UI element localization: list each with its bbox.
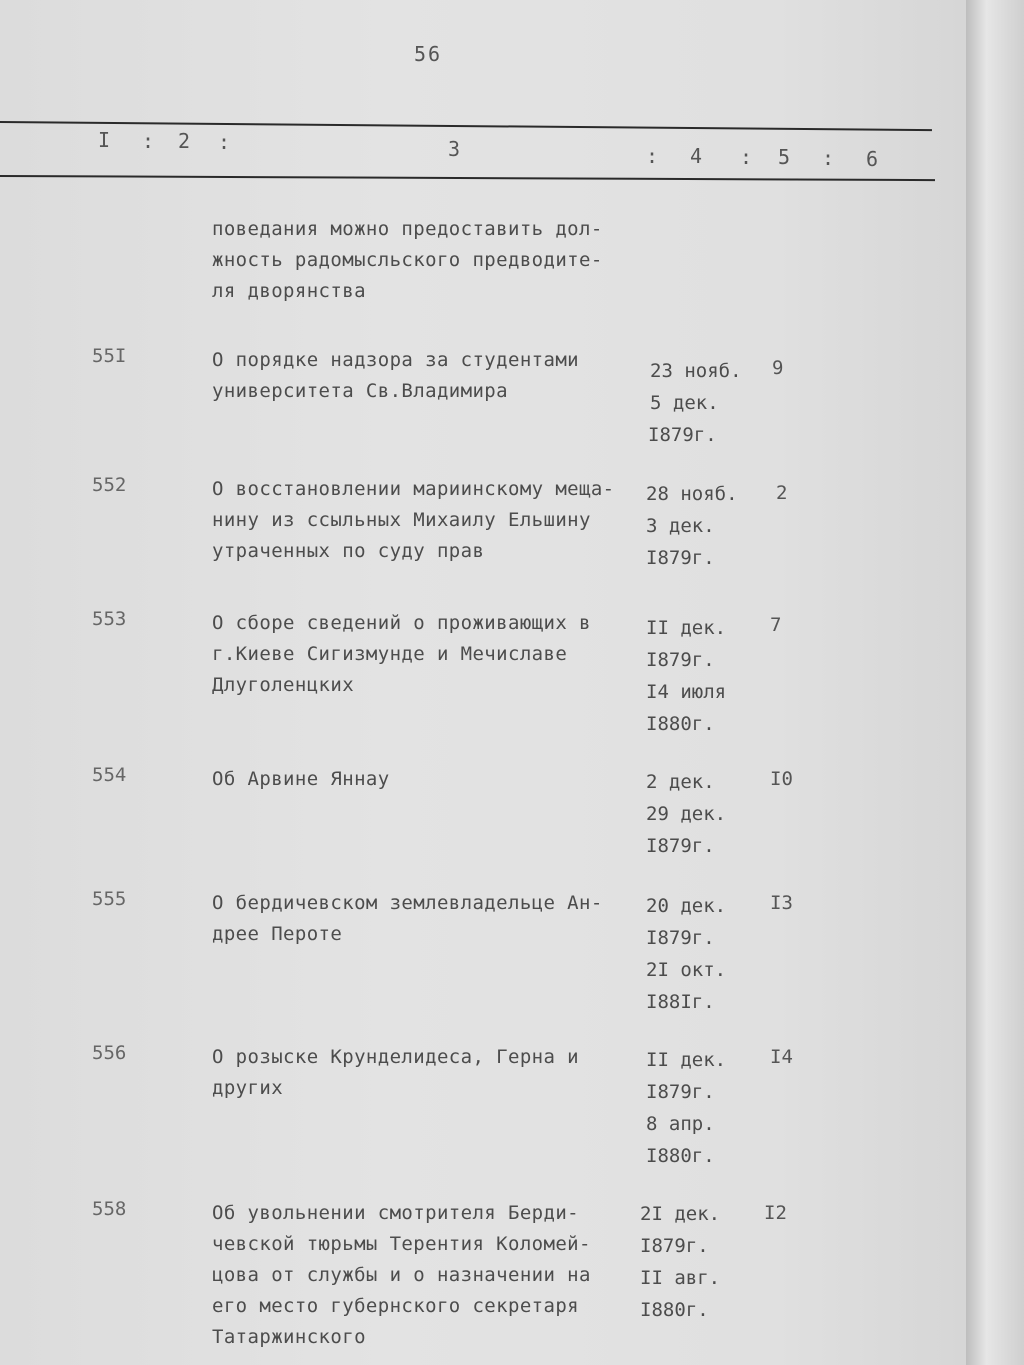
- record-number: 558: [92, 1198, 127, 1220]
- record-dates: 2I дек. I879г. II авг. I880г.: [640, 1203, 721, 1321]
- record-number: 555: [92, 888, 127, 910]
- column-separator: :: [218, 130, 231, 154]
- record-description: Об Арвине Яннау: [212, 768, 390, 790]
- record-number: 554: [92, 764, 127, 786]
- record-dates: II дек. I879г. I4 июля I880г.: [646, 617, 727, 735]
- record-dates: 20 дек. I879г. 2I окт. I88Iг.: [646, 895, 727, 1013]
- record-sheets: 9: [772, 357, 784, 379]
- record-sheets: 7: [770, 614, 782, 636]
- record-dates: 28 нояб. 3 дек. I879г.: [646, 483, 738, 569]
- header-rule-bottom: [0, 175, 935, 181]
- record-sheets: I4: [770, 1046, 793, 1068]
- record-sheets: I0: [770, 768, 793, 790]
- record-description: О бердичевском землевладельце Ан- дрее Пероте: [212, 892, 603, 945]
- record-number: 556: [92, 1042, 127, 1064]
- record-description: О восстановлении мариинскому меща- нину из ссыльных Михаилу Ельшину утраченных по суду прав: [212, 478, 615, 562]
- record-sheets: 2: [776, 482, 788, 504]
- record-dates: 2 дек. 29 дек. I879г.: [646, 771, 727, 857]
- page-edge: [966, 0, 1024, 1365]
- record-number: 55I: [92, 345, 127, 367]
- column-header-2: 2: [178, 129, 191, 153]
- record-number: 553: [92, 608, 127, 630]
- record-description: О розыске Крунделидеса, Герна и других: [212, 1046, 580, 1099]
- record-description: О порядке надзора за студентами университета Св.Владимира: [212, 349, 580, 402]
- column-separator: :: [822, 146, 835, 170]
- column-header-6: 6: [866, 147, 879, 171]
- column-header-3: 3: [448, 137, 461, 161]
- record-description: Об увольнении смотрителя Берди- чевской тюрьмы Терентия Коломей- цова от службы и о назначении на его место губернского секретаря Татаржинского: [212, 1202, 591, 1348]
- page-number: 56: [414, 42, 443, 66]
- column-header-1: I: [98, 128, 111, 152]
- continuation-text: поведания можно предоставить дол- жность радомысльского предводите- ля дворянства: [212, 218, 603, 302]
- column-separator: :: [646, 144, 659, 168]
- record-sheets: I3: [770, 892, 793, 914]
- column-separator: :: [142, 129, 155, 153]
- record-number: 552: [92, 474, 127, 496]
- column-header-5: 5: [778, 145, 791, 169]
- column-header-4: 4: [690, 144, 703, 168]
- column-separator: :: [740, 145, 753, 169]
- record-description: О сборе сведений о проживающих в г.Киеве Сигизмунде и Мечиславе Длуголенцких: [212, 612, 591, 696]
- record-sheets: I2: [764, 1202, 787, 1224]
- header-rule-top: [0, 121, 932, 131]
- record-dates: 23 нояб. 5 дек. I879г.: [648, 360, 742, 446]
- record-dates: II дек. I879г. 8 апр. I880г.: [646, 1049, 727, 1167]
